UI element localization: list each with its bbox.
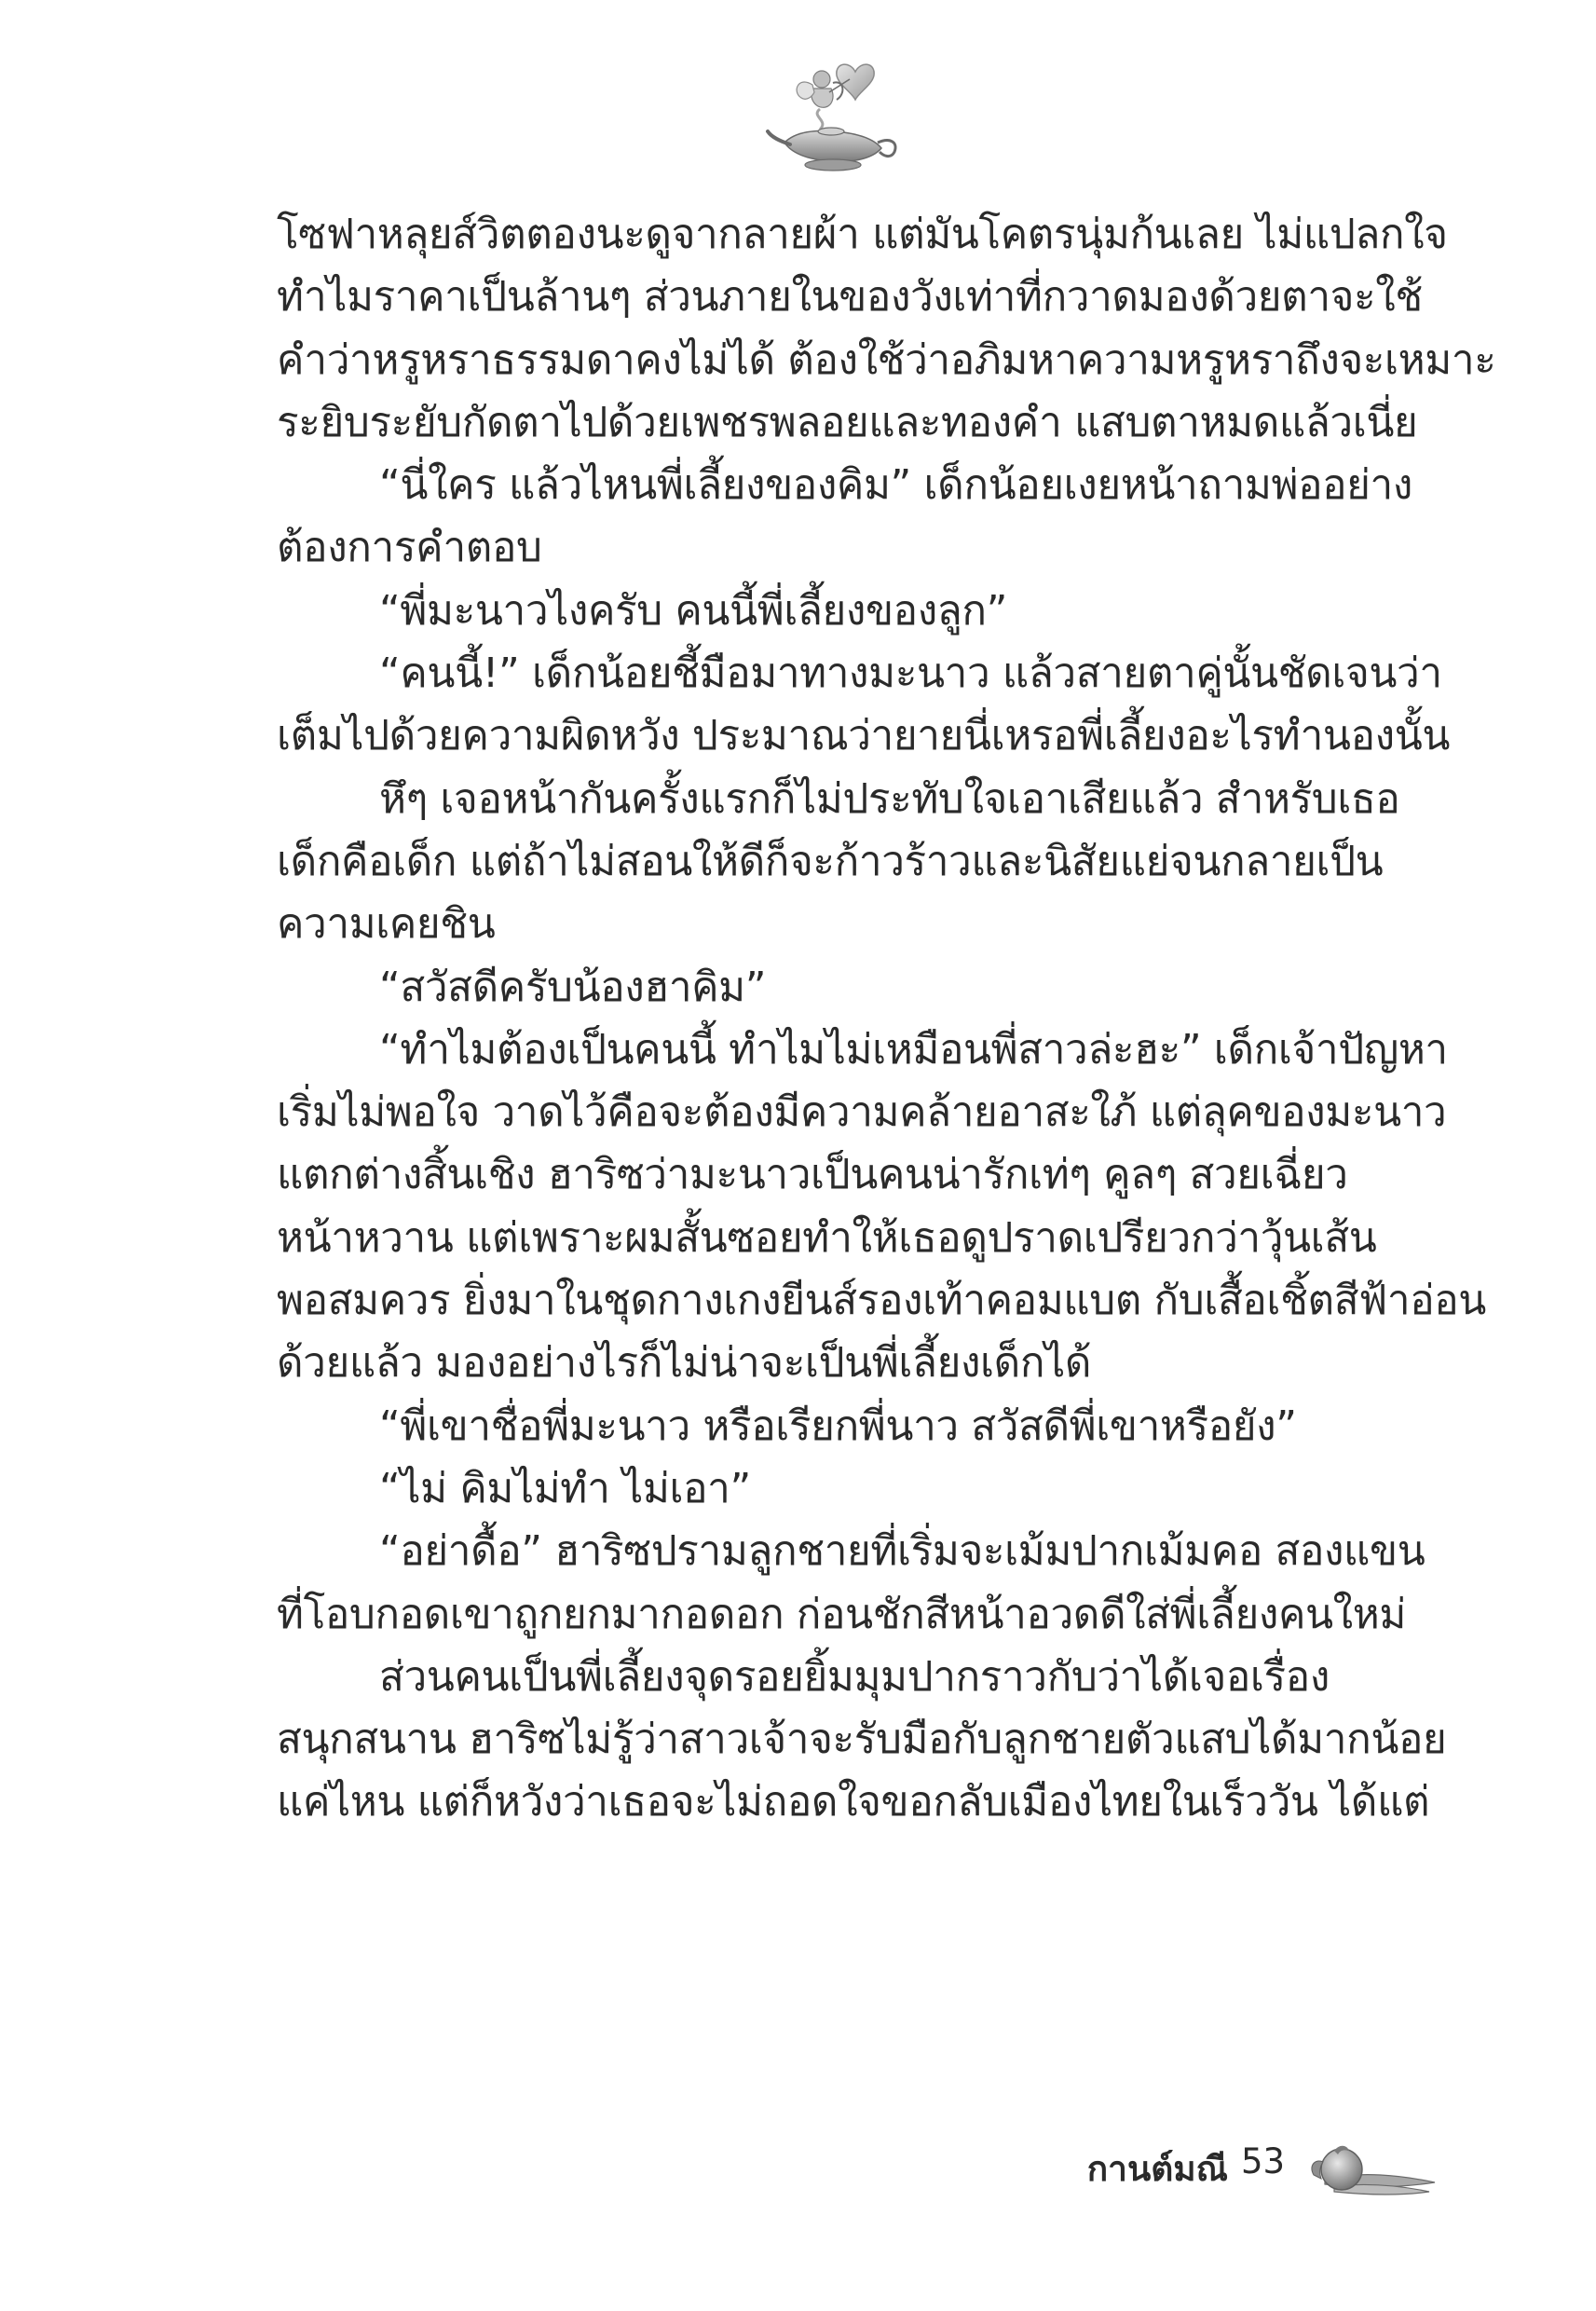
book-title: กานต์มณี bbox=[1086, 2149, 1228, 2189]
text-line: “อย่าดื้อ” ฮาริซปรามลูกชายที่เริ่มจะเม้มปากเม้มคอ สองแขน bbox=[379, 1527, 1425, 1576]
page-footer bbox=[1044, 2134, 1435, 2208]
page-number: 53 bbox=[1241, 2141, 1286, 2181]
text-line: หน้าหวาน แต่เพราะผมสั้นซอยทำให้เธอดูปราดเปรียวกว่าวุ้นเส้น bbox=[277, 1213, 1377, 1262]
text-line: หึๆ เจอหน้ากันครั้งแรกก็ไม่ประทับใจเอาเสียแล้ว สำหรับเธอ bbox=[379, 774, 1400, 823]
text-line: ระยิบระยับกัดตาไปด้วยเพชรพลอยและทองคำ แสบตาหมดแล้วเนี่ย bbox=[277, 398, 1418, 446]
vegetables-ornament-icon bbox=[1306, 2134, 1437, 2204]
text-line: “พี่เขาชื่อพี่มะนาว หรือเรียกพี่นาว สวัสดีพี่เขาหรือยัง” bbox=[379, 1402, 1297, 1450]
text-line: ที่โอบกอดเขาถูกยกมากอดอก ก่อนชักสีหน้าอวดดีใส่พี่เลี้ยงคนใหม่ bbox=[277, 1590, 1406, 1638]
text-line: “ทำไมต้องเป็นคนนี้ ทำไมไม่เหมือนพี่สาวล่ะฮะ” เด็กเจ้าปัญหา bbox=[379, 1025, 1448, 1073]
text-line: คำว่าหรูหราธรรมดาคงไม่ได้ ต้องใช้ว่าอภิมหาความหรูหราถึงจะเหมาะ bbox=[277, 335, 1496, 384]
text-line: เด็กคือเด็ก แต่ถ้าไม่สอนให้ดีก็จะก้าวร้าวและนิสัยแย่จนกลายเป็น bbox=[277, 837, 1384, 885]
text-line: “นี่ใคร แล้วไหนพี่เลี้ยงของคิม” เด็กน้อยเงยหน้าถามพ่ออย่าง bbox=[379, 461, 1412, 510]
text-line: “สวัสดีครับน้องฮาคิม” bbox=[379, 963, 767, 1011]
text-line: “พี่มะนาวไงครับ คนนี้พี่เลี้ยงของลูก” bbox=[379, 586, 1007, 635]
text-line: พอสมควร ยิ่งมาในชุดกางเกงยีนส์รองเท้าคอมแบต กับเสื้อเชิ้ตสีฟ้าอ่อน bbox=[277, 1277, 1486, 1325]
cupid-teapot-ornament-icon bbox=[764, 51, 904, 177]
text-line: ต้องการคำตอบ bbox=[277, 524, 542, 572]
text-line: สนุกสนาน ฮาริซไม่รู้ว่าสาวเจ้าจะรับมือกับลูกชายตัวแสบได้มากน้อย bbox=[277, 1716, 1447, 1764]
text-line: ทำไมราคาเป็นล้านๆ ส่วนภายในของวังเท่าที่กวาดมองด้วยตาจะใช้ bbox=[277, 273, 1423, 321]
body-text bbox=[277, 203, 1496, 1834]
text-line: “ไม่ คิมไม่ทำ ไม่เอา” bbox=[379, 1464, 751, 1512]
text-line: โซฟาหลุยส์วิตตองนะดูจากลายผ้า แต่มันโคตรนุ่มก้นเลย ไม่แปลกใจ bbox=[277, 211, 1448, 258]
text-line: แตกต่างสิ้นเชิง ฮาริซว่ามะนาวเป็นคนน่ารักเท่ๆ คูลๆ สวยเฉี่ยว bbox=[277, 1151, 1348, 1199]
text-line: ส่วนคนเป็นพี่เลี้ยงจุดรอยยิ้มมุมปากราวกับว่าได้เจอเรื่อง bbox=[379, 1652, 1330, 1701]
text-line: ด้วยแล้ว มองอย่างไรก็ไม่น่าจะเป็นพี่เลี้ยงเด็กได้ bbox=[277, 1339, 1092, 1388]
text-line: “คนนี้!” เด็กน้อยชี้มือมาทางมะนาว แล้วสายตาคู่นั้นชัดเจนว่า bbox=[379, 650, 1442, 698]
text-line: ความเคยชิน bbox=[277, 900, 496, 949]
text-line: แค่ไหน แต่ก็หวังว่าเธอจะไม่ถอดใจขอกลับเมืองไทยในเร็ววัน ได้แต่ bbox=[277, 1778, 1430, 1826]
text-line: เต็มไปด้วยความผิดหวัง ประมาณว่ายายนี่เหรอพี่เลี้ยงอะไรทำนองนั้น bbox=[277, 712, 1451, 760]
text-line: เริ่มไม่พอใจ วาดไว้คือจะต้องมีความคล้ายอาสะใภ้ แต่ลุคของมะนาว bbox=[277, 1088, 1447, 1137]
